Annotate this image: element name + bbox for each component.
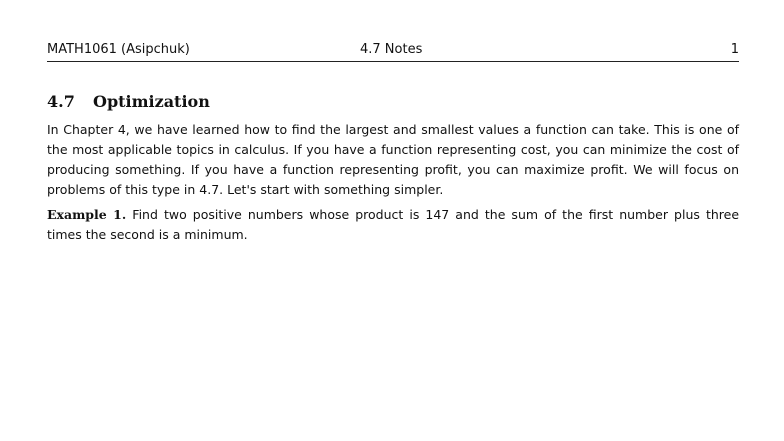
- notes-label: 4.7 Notes: [360, 42, 423, 57]
- page-header: [47, 41, 739, 62]
- course-label: MATH1061 (Asipchuk): [47, 42, 190, 57]
- intro-paragraph: In Chapter 4, we have learned how to find the largest and smallest values a function can take. This is one of the most applicable topics in calculus. If you have a function representing cost, you can minimize the cost of producing something. If you have a function representing profit, you can maximize profit. We will focus on problems of this type in 4.7. Let's start with something simpler.: [47, 122, 739, 197]
- example-label: Example 1.: [47, 207, 127, 222]
- section-number: 4.7: [47, 92, 75, 111]
- section-heading: [47, 92, 210, 111]
- example-text: Find two positive numbers whose product is 147 and the sum of the first number plus three times the second is a minimum.: [47, 207, 740, 242]
- section-title: Optimization: [93, 92, 210, 111]
- page-number: 1: [730, 42, 739, 57]
- example-paragraph: [47, 205, 739, 245]
